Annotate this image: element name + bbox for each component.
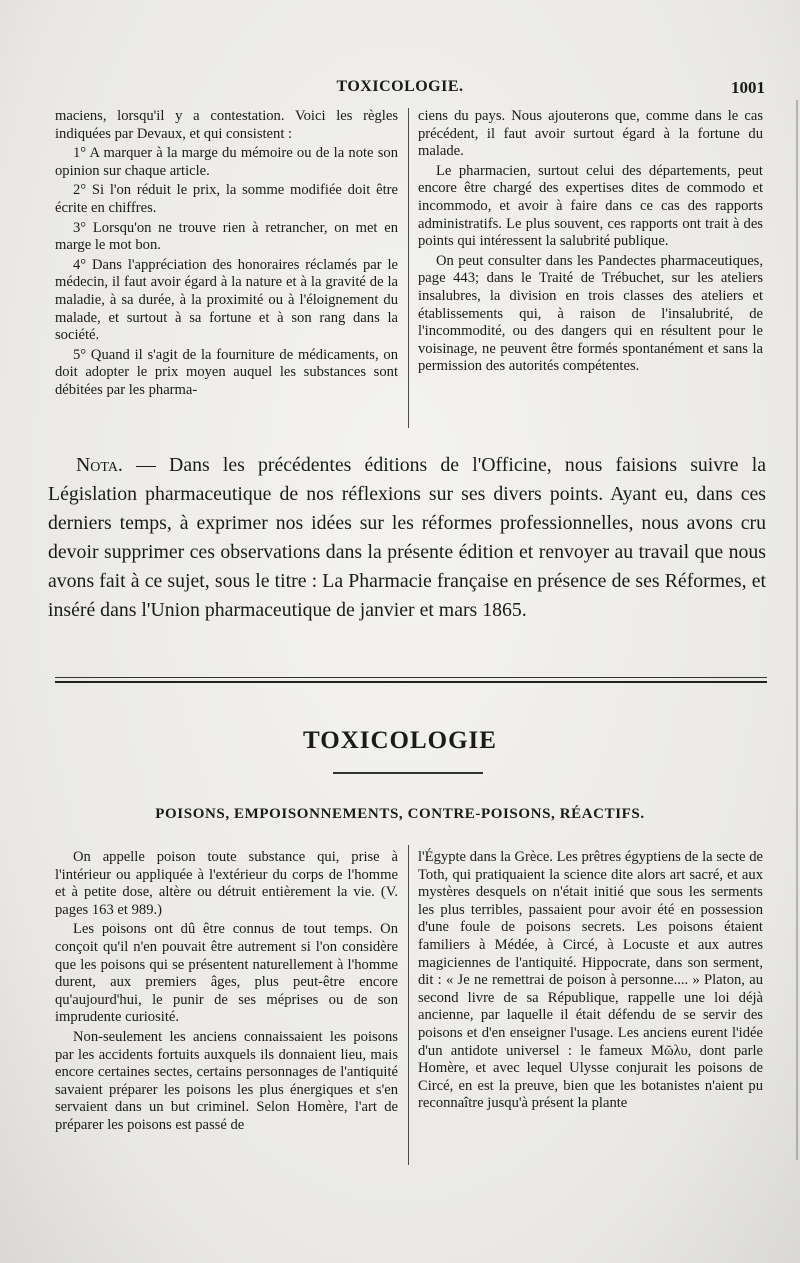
bottom-right-column <box>418 849 763 1113</box>
divider-thick <box>55 681 767 683</box>
column-rule <box>408 108 409 428</box>
paragraph: 4° Dans l'appréciation des honoraires réclamés par le médecin, il faut avoir égard à la nature et à la gravité de la maladie, à sa durée, à la proximité ou à l'éloignement du malade, et surtout à sa fortune et à son rang dans la société. <box>55 256 398 344</box>
paragraph: Les poisons ont dû être connus de tout temps. On conçoit qu'il n'en pouvait être autrement si l'on considère que les poisons qui se présentent naturellement à l'homme durent, aux premiers âges, plus peut-être encore qu'aujourd'hui, le punir de ses méprises ou de son imprudente curiosité. <box>55 921 398 1026</box>
scan-edge-mark <box>796 100 798 1160</box>
bottom-left-column <box>55 849 398 1135</box>
running-header <box>0 78 800 100</box>
title-rule <box>333 772 483 774</box>
paragraph: maciens, lorsqu'il y a contestation. Voici les règles indiquées par Devaux, et qui consistent : <box>55 108 398 142</box>
paragraph: On appelle poison toute substance qui, prise à l'intérieur ou appliquée à l'extérieur du corps de l'homme et à petite dose, altère ou détruit entièrement la vie. (V. pages 163 et 989.) <box>55 849 398 918</box>
paragraph: 2° Si l'on réduit le prix, la somme modifiée doit être écrite en chiffres. <box>55 182 398 216</box>
top-left-column <box>55 108 398 400</box>
running-title: TOXICOLOGIE. <box>336 78 464 95</box>
column-rule <box>408 845 409 1165</box>
paragraph: 3° Lorsqu'on ne trouve rien à retrancher, on met en marge le mot bon. <box>55 219 398 254</box>
paragraph: ciens du pays. Nous ajouterons que, comme dans le cas précédent, il faut avoir surtout égard à la fortune du malade. <box>418 108 763 160</box>
nota-label: Nota. <box>76 454 123 476</box>
page-number: 1001 <box>731 78 765 97</box>
paragraph: On peut consulter dans les Pandectes pharmaceutiques, page 443; dans le Traité de Trébuchet, sur les ateliers insalubres, la division en trois classes des ateliers et établissements qui, à raison de l'insalubrité, de l'incommodité, ou des dangers qui en résultent pour le voisinage, ne peuvent être formés spontanément et sans la permission des autorités compétentes. <box>418 252 763 375</box>
paragraph: Le pharmacien, surtout celui des départements, peut encore être chargé des expertises dites de commodo et incommodo, et avoir à faire dans ce cas des rapports administratifs. Le plus souvent, ces rapports ont trait à des points qui intéressent la salubrité publique. <box>418 162 763 250</box>
paragraph: 1° A marquer à la marge du mémoire ou de la note son opinion sur chaque article. <box>55 145 398 179</box>
paragraph: Non-seulement les anciens connaissaient les poisons par les accidents fortuits auxquels ils donnaient lieu, mais encore certaines sectes, certains personnages de l'antiquité savaient préparer les poisons les plus énergiques et s'en servaient dans un but criminel. Selon Homère, l'art de préparer les poisons est passé de <box>55 1028 398 1133</box>
nota-block <box>48 451 766 625</box>
top-right-column <box>418 108 763 376</box>
section-subheading: POISONS, EMPOISONNEMENTS, CONTRE-POISONS, RÉACTIFS. <box>155 806 645 822</box>
paragraph: l'Égypte dans la Grèce. Les prêtres égyptiens de la secte de Toth, qui pratiquaient la science dite alors art sacré, et aux mystères desquels on n'était initié que sous les serments les plus terribles, passaient pour avoir été en possession d'une foule de poisons secrets. Les poisons étaient familiers à Médée, à Circé, à Locuste et aux autres magiciennes de l'antiquité. Hippocrate, dans son serment, dit : « Je ne remettrai de poison à personne.... » Platon, au second livre de sa République, rappelle une loi déjà ancienne, par laquelle il était défendu de se servir des poisons et d'en enseigner l'usage. Les anciens eurent l'idée d'un antidote universel : le fameux Μῶλυ, dont parle Homère, et avec lequel Ulysse conjurait les poisons de Circé, en est la preuve, bien que les botanistes n'aient pu reconnaître jusqu'à présent la plante <box>418 849 763 1112</box>
nota-text: — Dans les précédentes éditions de l'Officine, nous faisions suivre la Législation pharmaceutique de nos réflexions sur ses divers points. Ayant eu, dans ces derniers temps, à exprimer nos idées sur les réformes professionnelles, nous avons cru devoir supprimer ces observations dans la présente édition et renvoyer au travail que nous avons fait à ce sujet, sous le titre : La Pharmacie française en présence de ses Réformes, et inséré dans l'Union pharmaceutique de janvier et mars 1865. <box>48 454 766 621</box>
divider-thin <box>55 677 767 678</box>
section-title: TOXICOLOGIE <box>303 727 497 754</box>
paragraph: 5° Quand il s'agit de la fourniture de médicaments, on doit adopter le prix moyen auquel les substances sont débitées par les pharma- <box>55 346 398 398</box>
